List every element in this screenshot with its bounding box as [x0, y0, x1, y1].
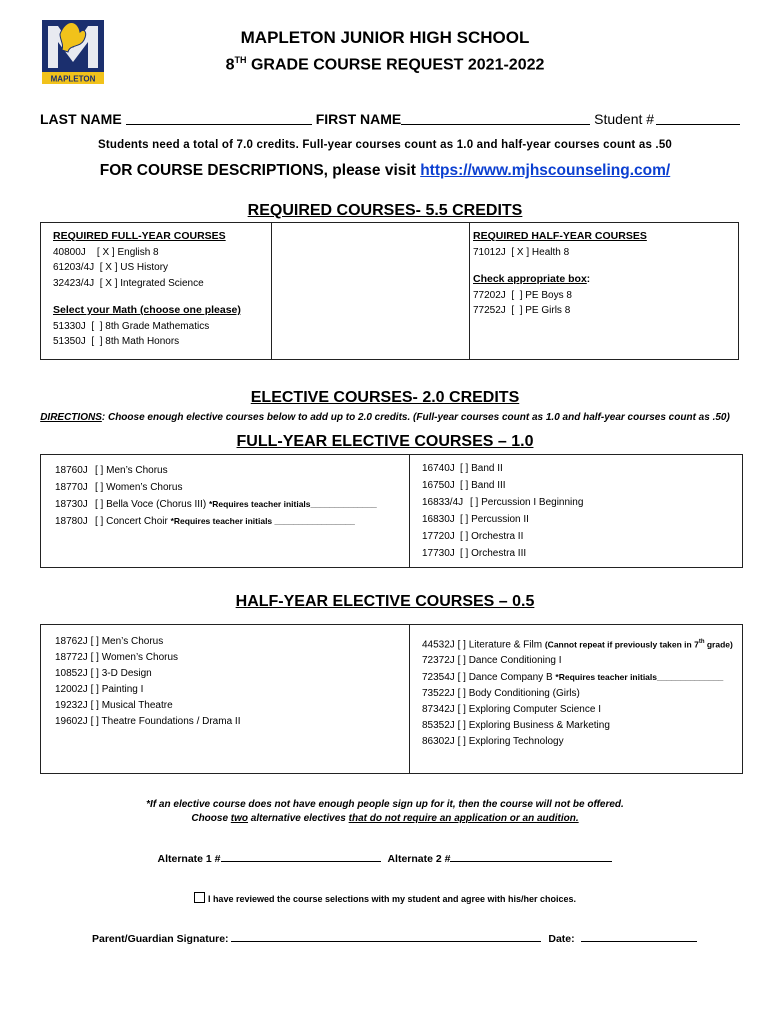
agreement-text: I have reviewed the course selections with my student and agree with his/her choices. [207, 894, 577, 904]
school-title: MAPLETON JUNIOR HIGH SCHOOL [240, 28, 530, 47]
elective-option[interactable]: 16830J [ ] Percussion II [422, 514, 529, 525]
elective-option[interactable]: 16740J [ ] Band II [422, 463, 503, 474]
alternatives-note: Choose two alternative electives that do not require an application or an audition. [191, 813, 579, 824]
descriptions-line: FOR COURSE DESCRIPTIONS, please visit https://www.mjhscounseling.com/ [99, 162, 671, 179]
elective-option[interactable]: 17730J [ ] Orchestra III [422, 548, 527, 559]
elective-option[interactable]: 18770J [ ] Women’s Chorus [55, 482, 183, 493]
elective-directions: DIRECTIONS: Choose enough elective courses below to add up to 2.0 credits. (Full-year courses count as 1.0 and half-year courses count as .50) [40, 412, 730, 423]
alternates-row [0, 852, 770, 865]
credits-note: Students need a total of 7.0 credits. Full-year courses count as 1.0 and half-year courses count as .50 [97, 139, 673, 151]
alternate-1-label: Alternate 1 # [157, 853, 221, 865]
elective-courses-title: ELECTIVE COURSES- 2.0 CREDITS [250, 389, 520, 406]
date-label: Date: [548, 933, 575, 945]
pe-option[interactable]: 77252J [ ] PE Girls 8 [473, 305, 571, 316]
elective-option[interactable]: 85352J [ ] Exploring Business & Marketing [422, 720, 610, 732]
column-divider [469, 223, 470, 359]
required-full-year-heading: REQUIRED FULL-YEAR COURSES [53, 230, 226, 242]
required-course: 71012J [ X ] Health 8 [473, 246, 570, 258]
pe-option[interactable]: 77202J [ ] PE Boys 8 [473, 289, 572, 301]
elective-option[interactable]: 72372J [ ] Dance Conditioning I [422, 655, 562, 667]
form-title: 8TH GRADE COURSE REQUEST 2021-2022 [225, 55, 545, 74]
agreement-checkbox[interactable] [194, 892, 205, 903]
elective-option[interactable]: 86302J [ ] Exploring Technology [422, 736, 564, 748]
elective-option[interactable]: 17720J [ ] Orchestra II [422, 531, 524, 542]
enrollment-note: *If an elective course does not have enough people sign up for it, then the course will not be offered. [146, 799, 624, 810]
alternate-2-label: Alternate 2 # [387, 853, 451, 865]
elective-option[interactable]: 16750J [ ] Band III [422, 480, 506, 491]
required-half-year-heading: REQUIRED HALF-YEAR COURSES [473, 230, 647, 242]
alternate-1-field[interactable] [221, 852, 381, 862]
agreement-row [0, 892, 770, 904]
elective-option[interactable]: 87342J [ ] Exploring Computer Science I [422, 704, 601, 716]
elective-option[interactable]: 73522J [ ] Body Conditioning (Girls) [422, 688, 580, 700]
elective-option[interactable]: 18762J [ ] Men’s Chorus [55, 636, 164, 647]
required-course: 61203/4J [ X ] US History [53, 262, 169, 273]
student-number-label: Student # [594, 111, 655, 127]
math-option[interactable]: 51330J [ ] 8th Grade Mathematics [53, 320, 210, 332]
elective-option[interactable]: 16833/4J [ ] Percussion I Beginning [422, 497, 584, 508]
full-year-right-list [422, 460, 583, 562]
student-number-field[interactable] [656, 111, 740, 125]
column-divider [409, 455, 410, 567]
elective-option[interactable]: 18760J [ ] Men’s Chorus [55, 465, 168, 476]
required-course: 32423/4J [ X ] Integrated Science [53, 277, 204, 289]
signature-field[interactable] [231, 932, 541, 942]
half-year-right-list [422, 634, 733, 750]
elective-option[interactable]: 12002J [ ] Painting I [55, 684, 144, 695]
alternate-2-field[interactable] [450, 852, 612, 862]
signature-row [92, 932, 697, 945]
math-heading: Select your Math (choose one please) [53, 304, 241, 316]
required-course: 40800J [ X ] English 8 [53, 246, 159, 258]
required-courses-box [40, 222, 739, 360]
school-logo [40, 14, 106, 88]
full-year-electives-box [40, 454, 743, 568]
last-name-label: LAST NAME [40, 111, 122, 127]
full-year-left-list [55, 462, 377, 530]
required-full-year-column [53, 229, 241, 350]
half-year-electives-title: HALF-YEAR ELECTIVE COURSES – 0.5 [235, 593, 535, 610]
logo-text: MAPLETON [50, 74, 96, 84]
elective-option[interactable]: 18780J [ ] Concert Choir *Requires teacher initials _________________ [55, 516, 355, 527]
elective-option[interactable]: 19602J [ ] Theatre Foundations / Drama II [55, 716, 241, 727]
counseling-link[interactable]: https://www.mjhscounseling.com/ [420, 162, 671, 179]
elective-option[interactable]: 10852J [ ] 3-D Design [55, 668, 152, 679]
last-name-field[interactable] [126, 111, 312, 125]
first-name-field[interactable] [401, 111, 590, 125]
name-row [40, 111, 740, 127]
date-field[interactable] [581, 932, 697, 942]
elective-option[interactable]: 18730J [ ] Bella Voce (Chorus III) *Requires teacher initials______________ [55, 499, 377, 510]
required-courses-title: REQUIRED COURSES- 5.5 CREDITS [247, 202, 523, 219]
elective-option[interactable]: 19232J [ ] Musical Theatre [55, 700, 173, 711]
pe-heading: Check appropriate box: [473, 273, 591, 285]
column-divider [409, 625, 410, 773]
elective-option[interactable]: 72354J [ ] Dance Company B *Requires teacher initials______________ [422, 672, 724, 684]
full-year-electives-title: FULL-YEAR ELECTIVE COURSES – 1.0 [236, 433, 534, 450]
half-year-electives-box [40, 624, 743, 774]
column-divider [271, 223, 272, 359]
half-year-left-list [55, 634, 240, 730]
math-option[interactable]: 51350J [ ] 8th Math Honors [53, 336, 180, 347]
signature-label: Parent/Guardian Signature: [92, 933, 229, 945]
first-name-label: FIRST NAME [315, 111, 402, 127]
elective-option[interactable]: 18772J [ ] Women’s Chorus [55, 652, 179, 663]
required-half-year-column [473, 229, 647, 319]
elective-option[interactable]: 44532J [ ] Literature & Film (Cannot repeat if previously taken in 7th grade) [422, 639, 733, 651]
